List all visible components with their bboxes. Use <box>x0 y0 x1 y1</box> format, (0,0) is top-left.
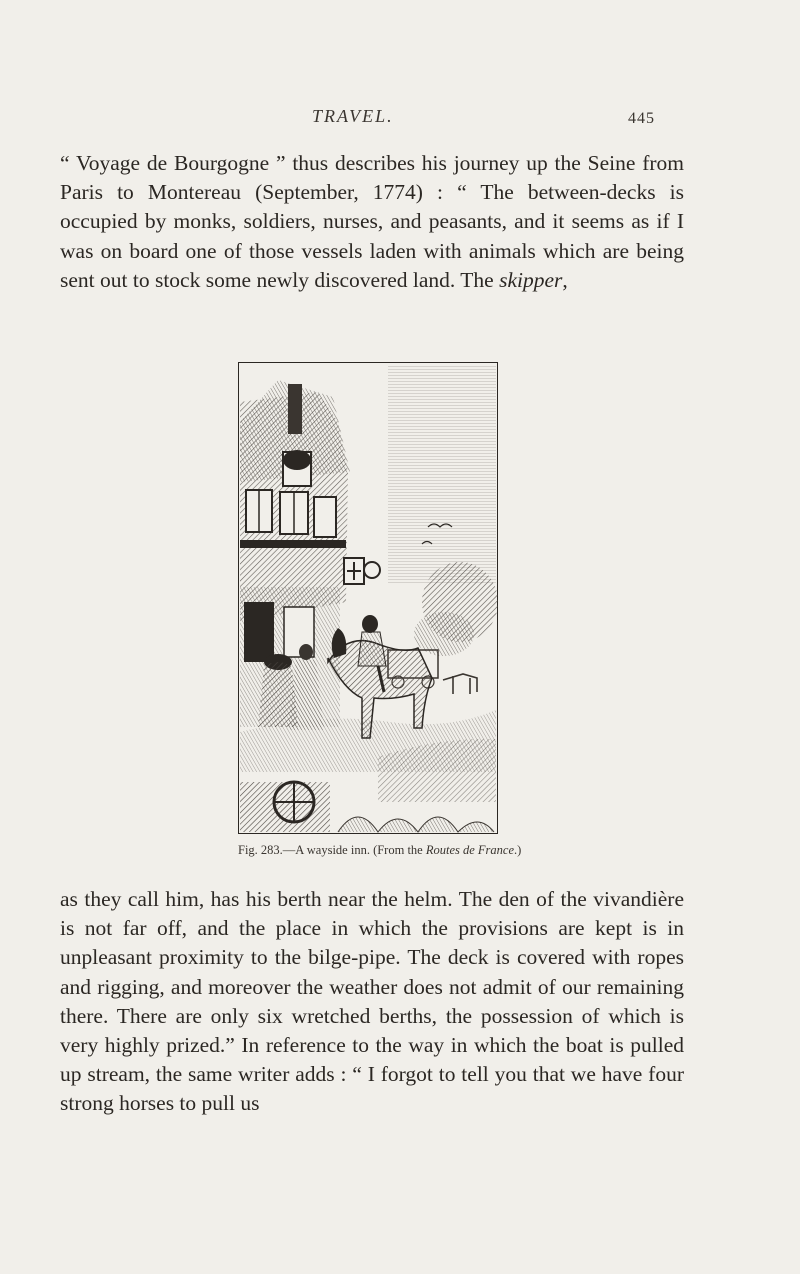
engraving-illustration <box>238 362 498 834</box>
paragraph-bottom: as they call him, has his berth near the helm. The den of the vivandière is not far off, and the place in which the provisions are kept is in unpleasant proximity to the bilge-pipe. The deck is covered with ropes and rigging, and moreover the weather does not admit of our remaining there. There are only six wretched berths, the possession of which is very highly prized.” In reference to the way in which the boat is pulled up stream, the same writer adds : “ I forgot to tell you that we have four strong horses to pull us <box>60 887 684 1116</box>
body-text-top <box>60 149 684 295</box>
caption-end: .) <box>514 843 522 857</box>
figure-engraving <box>238 362 498 834</box>
emphasis-skipper: skipper <box>499 267 563 292</box>
running-head <box>0 104 800 134</box>
running-title: TRAVEL. <box>312 106 394 126</box>
caption-main: Fig. 283.—A wayside inn. (From the <box>238 843 426 857</box>
caption-source-title: Routes de France <box>425 843 515 857</box>
paragraph-top-end: , <box>562 267 568 292</box>
paragraph-top <box>60 149 684 295</box>
paragraph-top-start: “ Voyage de Bourgogne ” thus describes his journey up the Seine from Paris to Montereau (September, 1774) : “ The between-decks is occupied by monks, soldiers, nurses, and peasants, and it seems as if I was on board one of those vessels laden with animals which are being sent out to stock some newly discovered land. The <box>60 151 684 292</box>
body-text-bottom <box>60 885 684 1119</box>
figure-caption <box>238 843 558 858</box>
page-number: 445 <box>628 110 655 127</box>
